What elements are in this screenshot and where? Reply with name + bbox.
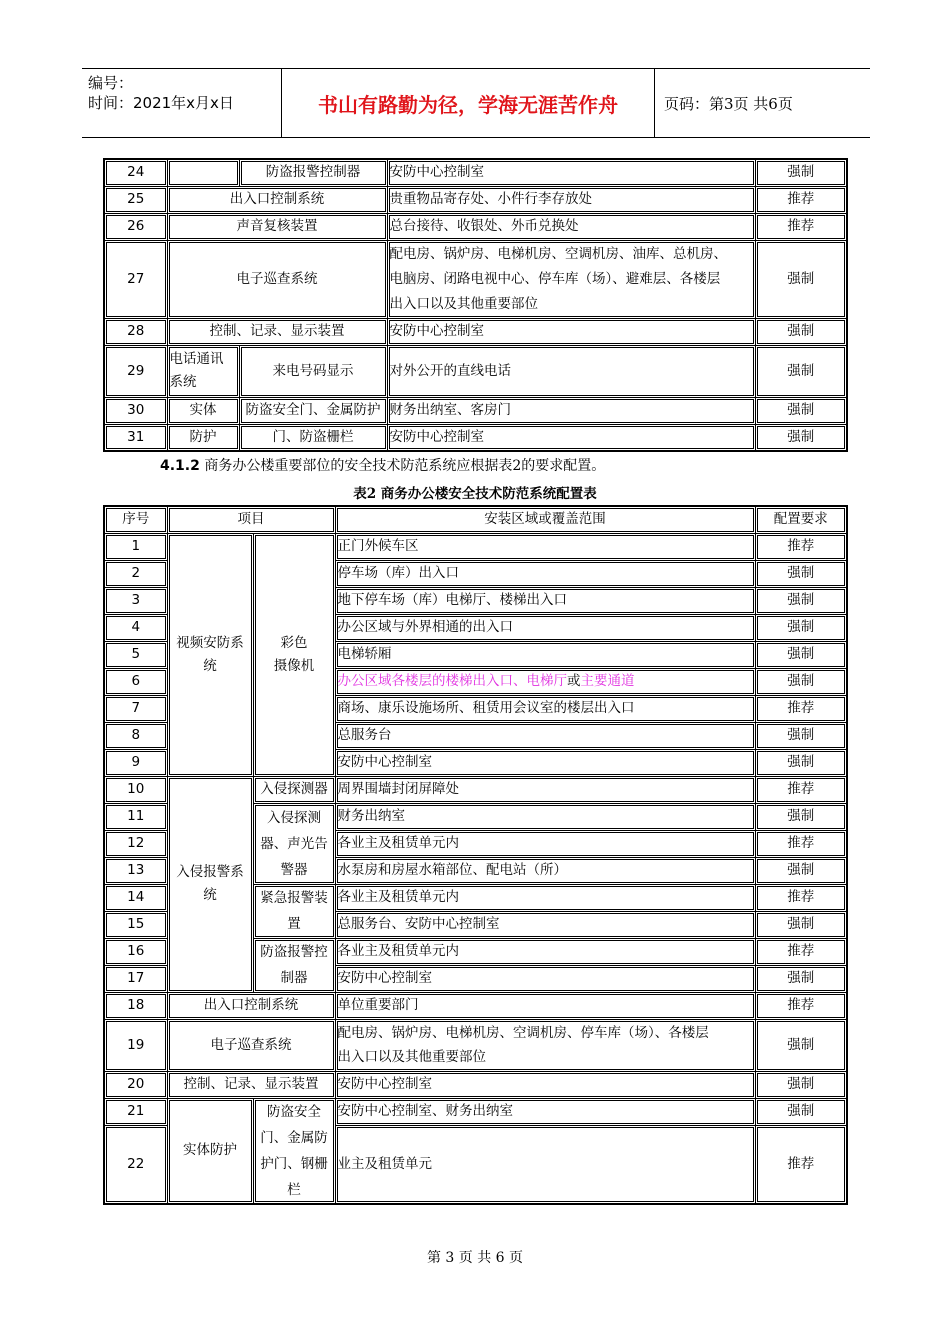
area-line: 出入口以及其他重要部位	[389, 295, 538, 312]
item-cell: 控制、记录、显示装置	[167, 318, 387, 345]
table-row	[104, 1071, 847, 1098]
subgroup-line: 紧急报警装	[260, 890, 328, 906]
row-number: 22	[104, 1125, 167, 1203]
group-cell: 防护	[167, 424, 239, 451]
requirement-cell: 推荐	[755, 533, 847, 560]
requirement-cell: 强制	[755, 1019, 847, 1071]
requirement-cell: 强制	[755, 397, 847, 424]
row-number: 9	[104, 749, 167, 776]
highlighted-text: 办公区域各楼层的楼梯出入口、电梯厅	[337, 673, 567, 689]
page-header	[82, 68, 870, 138]
row-number: 6	[104, 668, 167, 695]
header-seq: 序号	[104, 506, 167, 533]
group-cell	[167, 776, 253, 992]
row-number: 24	[104, 159, 167, 186]
area-cell: 安防中心控制室	[335, 1071, 755, 1098]
section-paragraph	[160, 455, 605, 475]
requirement-cell: 强制	[755, 1071, 847, 1098]
subgroup-cell: 入侵探测器	[253, 776, 335, 803]
area-cell: 单位重要部门	[335, 992, 755, 1019]
subgroup-line: 栏	[287, 1181, 301, 1198]
row-number: 21	[104, 1098, 167, 1125]
subgroup-line: 防盗报警控	[260, 944, 328, 960]
table-row	[104, 776, 847, 803]
row-number: 29	[104, 345, 167, 397]
row-number: 30	[104, 397, 167, 424]
row-number: 31	[104, 424, 167, 451]
row-number: 26	[104, 213, 167, 240]
subgroup-cell	[253, 803, 335, 884]
subgroup-cell	[253, 1098, 335, 1204]
subgroup-line: 门、金属防	[260, 1129, 328, 1146]
table-row	[104, 533, 847, 560]
table-row	[104, 240, 847, 318]
group-cell	[167, 345, 239, 397]
requirement-cell: 强制	[755, 803, 847, 830]
requirement-cell: 强制	[755, 911, 847, 938]
item-cell: 电子巡查系统	[167, 1019, 335, 1071]
area-cell: 财务出纳室	[335, 803, 755, 830]
area-cell: 正门外候车区	[335, 533, 755, 560]
config-table-1	[103, 158, 848, 452]
paragraph-text: 商务办公楼重要部位的安全技术防范系统应根据表2的要求配置。	[199, 458, 606, 474]
row-number: 25	[104, 186, 167, 213]
group-line: 统	[203, 887, 217, 903]
area-cell	[335, 1019, 755, 1071]
row-number: 20	[104, 1071, 167, 1098]
table-row	[104, 213, 847, 240]
row-number: 27	[104, 240, 167, 318]
group-line: 系统	[169, 374, 197, 390]
row-number: 19	[104, 1019, 167, 1071]
requirement-cell: 推荐	[755, 1125, 847, 1203]
area-cell: 商场、康乐设施场所、租赁用会议室的楼层出入口	[335, 695, 755, 722]
item-cell: 出入口控制系统	[167, 186, 387, 213]
row-number: 12	[104, 830, 167, 857]
requirement-cell: 强制	[755, 424, 847, 451]
area-cell: 电梯轿厢	[335, 641, 755, 668]
subgroup-line: 警器	[280, 861, 308, 878]
requirement-cell: 强制	[755, 159, 847, 186]
header-page-number: 页码：第3页 共6页	[664, 94, 793, 113]
area-cell: 安防中心控制室	[387, 424, 755, 451]
area-cell: 对外公开的直线电话	[387, 345, 755, 397]
row-number: 4	[104, 614, 167, 641]
row-number: 7	[104, 695, 167, 722]
area-cell: 各业主及租赁单元内	[335, 830, 755, 857]
area-cell: 安防中心控制室、财务出纳室	[335, 1098, 755, 1125]
item-cell: 电子巡查系统	[167, 240, 387, 318]
item-cell: 来电号码显示	[239, 345, 387, 397]
table-row	[104, 345, 847, 397]
subgroup-line: 入侵探测	[267, 809, 321, 826]
requirement-cell: 推荐	[755, 992, 847, 1019]
config-table-2	[103, 505, 848, 1205]
row-number: 16	[104, 938, 167, 965]
item-cell: 声音复核装置	[167, 213, 387, 240]
requirement-cell: 强制	[755, 722, 847, 749]
requirement-cell: 强制	[755, 614, 847, 641]
header-area: 安装区域或覆盖范围	[335, 506, 755, 533]
area-cell: 水泵房和房屋水箱部位、配电站（所）	[335, 857, 755, 884]
requirement-cell: 强制	[755, 965, 847, 992]
row-number: 1	[104, 533, 167, 560]
table-row	[104, 159, 847, 186]
requirement-cell: 推荐	[755, 830, 847, 857]
row-number: 5	[104, 641, 167, 668]
item-cell: 防盗安全门、金属防护	[239, 397, 387, 424]
area-cell: 财务出纳室、客房门	[387, 397, 755, 424]
requirement-cell: 强制	[755, 318, 847, 345]
header-motto: 书山有路勤为径，学海无涯苦作舟	[282, 69, 655, 137]
requirement-cell: 推荐	[755, 186, 847, 213]
area-line: 出入口以及其他重要部位	[337, 1049, 486, 1065]
table-header-row	[104, 506, 847, 533]
row-number: 13	[104, 857, 167, 884]
subgroup-line: 器、声光告	[260, 835, 328, 852]
row-number: 18	[104, 992, 167, 1019]
header-meta	[82, 69, 282, 137]
group-line: 电话通讯	[169, 351, 224, 367]
requirement-cell: 强制	[755, 560, 847, 587]
table-row	[104, 1098, 847, 1125]
row-number: 15	[104, 911, 167, 938]
requirement-cell: 强制	[755, 240, 847, 318]
row-number: 2	[104, 560, 167, 587]
number-label: 编号：	[88, 74, 134, 92]
table-row	[104, 424, 847, 451]
table-row	[104, 186, 847, 213]
item-cell: 门、防盗栅栏	[239, 424, 387, 451]
area-cell: 安防中心控制室	[335, 749, 755, 776]
area-cell: 总台接待、收银处、外币兑换处	[387, 213, 755, 240]
group-cell: 实体防护	[167, 1098, 253, 1204]
page-footer: 第 3 页 共 6 页	[426, 1250, 524, 1266]
section-number: 4.1.2	[160, 458, 200, 474]
area-cell: 办公区域与外界相通的出入口	[335, 614, 755, 641]
subgroup-line: 制器	[280, 970, 308, 986]
row-number: 11	[104, 803, 167, 830]
area-line: 电脑房、闭路电视中心、停车库（场）、避难层、各楼层	[389, 270, 721, 287]
requirement-cell: 推荐	[755, 695, 847, 722]
area-cell: 安防中心控制室	[387, 159, 755, 186]
area-text: 或	[567, 673, 581, 689]
requirement-cell: 推荐	[755, 938, 847, 965]
table-row	[104, 318, 847, 345]
group-cell: 实体	[167, 397, 239, 424]
area-cell: 停车场（库）出入口	[335, 560, 755, 587]
header-item: 项目	[167, 506, 335, 533]
area-cell	[387, 240, 755, 318]
date-label: 时间：2021年x月x日	[88, 94, 234, 112]
requirement-cell: 强制	[755, 345, 847, 397]
requirement-cell: 强制	[755, 1098, 847, 1125]
group-line: 统	[203, 657, 217, 674]
area-cell	[335, 668, 755, 695]
area-cell: 总服务台	[335, 722, 755, 749]
table-row	[104, 397, 847, 424]
row-number: 17	[104, 965, 167, 992]
requirement-cell: 推荐	[755, 884, 847, 911]
area-cell: 总服务台、安防中心控制室	[335, 911, 755, 938]
item-cell: 控制、记录、显示装置	[167, 1071, 335, 1098]
area-cell: 各业主及租赁单元内	[335, 938, 755, 965]
group-line: 入侵报警系	[176, 864, 244, 880]
header-requirement: 配置要求	[755, 506, 847, 533]
subgroup-cell	[253, 533, 335, 776]
table-caption: 表2 商务办公楼安全技术防范系统配置表	[353, 486, 597, 502]
group-line: 视频安防系	[176, 634, 244, 651]
subgroup-line: 摄像机	[273, 657, 315, 674]
area-cell: 各业主及租赁单元内	[335, 884, 755, 911]
area-cell: 周界围墙封闭屏障处	[335, 776, 755, 803]
row-number: 3	[104, 587, 167, 614]
subgroup-line: 置	[287, 916, 301, 932]
area-cell: 安防中心控制室	[335, 965, 755, 992]
table-row	[104, 992, 847, 1019]
requirement-cell: 强制	[755, 641, 847, 668]
requirement-cell: 强制	[755, 857, 847, 884]
row-number: 14	[104, 884, 167, 911]
requirement-cell: 强制	[755, 749, 847, 776]
row-number: 8	[104, 722, 167, 749]
requirement-cell: 强制	[755, 668, 847, 695]
subgroup-cell	[253, 938, 335, 992]
area-cell: 业主及租赁单元	[335, 1125, 755, 1203]
table-row	[104, 1019, 847, 1071]
area-cell: 地下停车场（库）电梯厅、楼梯出入口	[335, 587, 755, 614]
requirement-cell: 推荐	[755, 213, 847, 240]
requirement-cell: 推荐	[755, 776, 847, 803]
area-cell: 安防中心控制室	[387, 318, 755, 345]
highlighted-text: 主要通道	[580, 673, 635, 689]
subgroup-line: 护门、钢栅	[260, 1155, 328, 1172]
subgroup-line: 彩色	[280, 634, 308, 651]
area-line: 配电房、锅炉房、电梯机房、空调机房、油库、总机房、	[389, 245, 727, 262]
subgroup-cell	[253, 884, 335, 938]
group-cell	[167, 533, 253, 776]
requirement-cell: 强制	[755, 587, 847, 614]
row-number: 28	[104, 318, 167, 345]
item-cell: 出入口控制系统	[167, 992, 335, 1019]
area-cell: 贵重物品寄存处、小件行李存放处	[387, 186, 755, 213]
item-cell: 防盗报警控制器	[239, 159, 387, 186]
subgroup-line: 防盗安全	[267, 1103, 321, 1120]
row-number: 10	[104, 776, 167, 803]
area-line: 配电房、锅炉房、电梯机房、空调机房、停车库（场）、各楼层	[337, 1025, 709, 1041]
empty-cell	[167, 159, 239, 186]
